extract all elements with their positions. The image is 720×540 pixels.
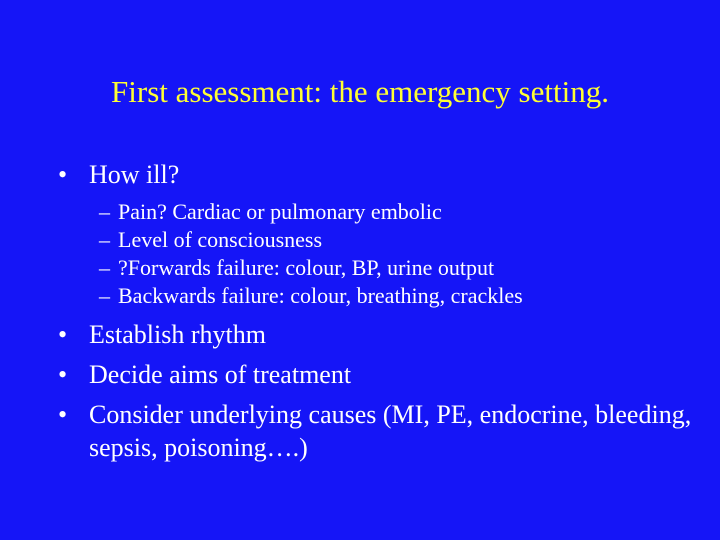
slide-title: First assessment: the emergency setting. [111,74,609,109]
bullet-item [58,318,698,351]
sub-text: Backwards failure: colour, breathing, crackles [118,283,523,308]
sub-text: Level of consciousness [118,227,323,252]
bullet-item [58,158,698,191]
sub-item [58,198,698,226]
dash-icon: – [99,255,110,280]
sub-item [58,254,698,282]
sub-text: Pain? Cardiac or pulmonary embolic [118,199,442,224]
sub-text: ?Forwards failure: colour, BP, urine output [118,255,495,280]
sub-item [58,226,698,254]
bullet-icon: • [58,400,68,429]
bullet-item [58,358,698,391]
bullet-text: How ill? [89,160,180,189]
bullet-text: Decide aims of treatment [89,360,352,389]
dash-icon: – [99,199,110,224]
sub-list [58,198,698,310]
dash-icon: – [99,283,110,308]
bullet-item [58,398,698,464]
dash-icon: – [99,227,110,252]
sub-item [58,282,698,310]
bullet-icon: • [58,160,68,189]
bullet-icon: • [58,360,68,389]
bullet-icon: • [58,320,68,349]
slide-body [58,158,698,471]
bullet-text: Consider underlying causes (MI, PE, endocrine, bleeding, sepsis, poisoning….) [89,400,692,462]
bullet-text: Establish rhythm [89,320,266,349]
